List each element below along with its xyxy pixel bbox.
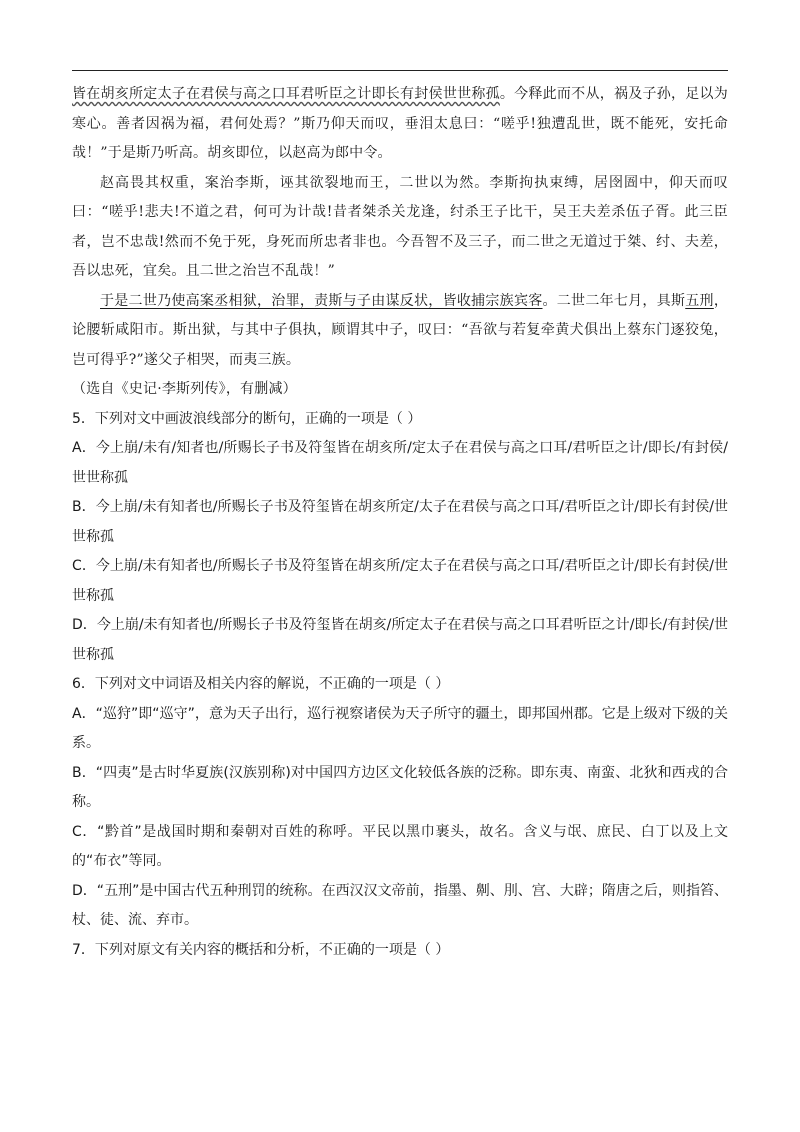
passage-text: 。今释此而不从，祸及子孙，足以为寒心。善者因祸为福，君何处焉？”斯乃仰天而叹，垂泪太息曰：“嗟乎!独遭乱世，既不能死，安托命哉！”于是斯乃听高。胡亥即位，以赵高为郎中令。 [72,86,729,161]
passage-text: 。二世二年七月，具斯 [542,292,686,309]
passage-text: ，论腰斩咸阳市。斯出狱，与其中子俱执，顾谓其中子，叹曰：“吾欲与若复牵黄犬俱出上蔡东门逐狡兔，岂可得乎?”遂父子相哭，而夷三族。 [72,292,729,368]
passage-paragraph-1 [72,80,728,169]
underlined-sentence: 于是二世乃使高案丞相狱，治罪，责斯与子由谋反状，皆收捕宗族宾客 [100,292,543,309]
page-content [72,80,728,965]
wavy-underlined-text: 皆在胡亥所定太子在君侯与高之口耳君听臣之计即长有封侯世世称孤 [72,86,500,102]
option-b: B．“四夷”是古时华夏族(汉族别称)对中国四方边区文化较低各族的泛称。即东夷、南蛮、北狄和西戎的合称。 [72,764,728,810]
question-stem: 5．下列对文中画波浪线部分的断句，正确的一项是（ ） [72,410,422,427]
question-stem: 6．下列对文中词语及相关内容的解说，不正确的一项是（ ） [72,676,450,692]
question-5 [72,405,728,671]
option-b: B．今上崩/未有知者也/所赐长子书及符玺皆在胡亥所定/太子在君侯与高之口耳/君听臣之计/即长有封侯/世世称孤 [72,499,728,545]
question-6 [72,670,728,936]
question-stem: 7．下列对原文有关内容的概括和分析，不正确的一项是（ ） [72,941,450,958]
passage [72,80,728,405]
passage-source: （选自《史记·李斯列传》，有删减） [72,381,297,397]
passage-paragraph-2: 赵高畏其权重，案治李斯，诬其欲裂地而王，二世以为然。李斯拘执束缚，居囹圄中，仰天而叹曰：“嗟乎!悲夫!不道之君，何可为计哉!昔者桀杀关龙逢，纣杀王子比干，吴王夫差杀伍子胥。此三臣者，岂不忠哉!然而不免于死，身死而所忠者非也。今吾智不及三子，而二世之无道过于桀、纣、夫差，吾以忠死，宜矣。且二世之治岂不乱哉！” [72,174,728,279]
passage-paragraph-3 [72,287,728,376]
header-rule [72,70,728,71]
option-a: A．“巡狩”即“巡守”，意为天子出行，巡行视察诸侯为天子所守的疆土，即邦国州郡。它是上级对下级的关系。 [72,705,728,751]
question-7 [72,936,728,966]
underlined-term-wuxing: 五刑 [685,292,714,309]
option-a: A．今上崩/未有/知者也/所赐长子书及符玺皆在胡亥所/定太子在君侯与高之口耳/君听臣之计/即长/有封侯/世世称孤 [72,440,728,486]
option-c: C．“黔首”是战国时期和秦朝对百姓的称呼。平民以黑巾裹头，故名。含义与氓、庶民、白丁以及上文的“布衣”等同。 [72,823,728,869]
option-d: D．今上崩/未有知者也/所赐长子书及符玺皆在胡亥/所定太子在君侯与高之口耳君听臣之计/即长/有封侯/世世称孤 [72,617,728,663]
option-d: D．“五刑”是中国古代五种刑罚的统称。在西汉汉文帝前，指墨、劓、刖、宫、大辟；隋唐之后，则指笞、杖、徒、流、弃市。 [72,882,728,928]
option-c: C．今上崩/未有知者也/所赐长子书及符玺皆在胡亥所/定太子在君侯与高之口耳/君听臣之计/即长有封侯/世世称孤 [72,558,728,604]
